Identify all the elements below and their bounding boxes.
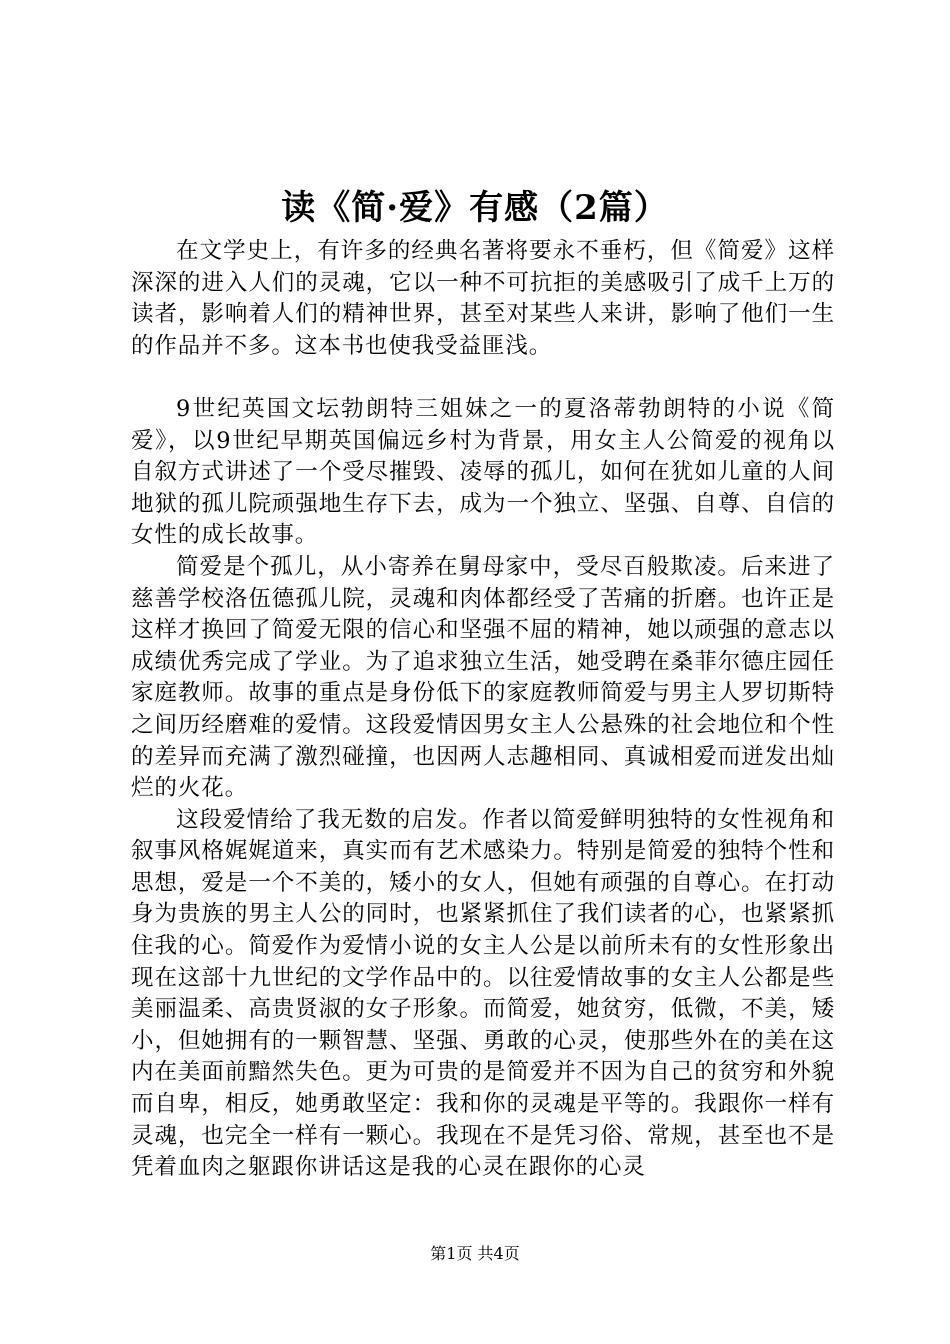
paragraph-plot: 简爱是个孤儿，从小寄养在舅母家中，受尽百般欺凌。后来进了慈善学校洛伍德孤儿院，灵魂和肉体都经受了苦痛的折磨。也许正是这样才换回了简爱无限的信心和坚强不屈的精神，她以顽强的意志以成绩优秀完成了学业。为了追求独立生活，她受聘在桑菲尔德庄园任家庭教师。故事的重点是身份低下的家庭教师简爱与男主人罗切斯特之间历经磨难的爱情。这段爱情因男女主人公悬殊的社会地位和个性的差异而充满了激烈碰撞，也因两人志趣相同、真诚相爱而迸发出灿烂的火花。 [131, 553, 835, 802]
paragraph-background: 9世纪英国文坛勃朗特三姐妹之一的夏洛蒂勃朗特的小说《简爱》，以9世纪早期英国偏远乡村为背景，用女主人公简爱的视角以自叙方式讲述了一个受尽摧毁、凌辱的孤儿，如何在犹如儿童的人间地狱的孤儿院顽强地生存下去，成为一个独立、坚强、自尊、自信的女性的成长故事。 [131, 395, 835, 549]
paragraph-reflection: 这段爱情给了我无数的启发。作者以简爱鲜明独特的女性视角和叙事风格娓娓道来，真实而有艺术感染力。特别是简爱的独特个性和思想，爱是一个不美的，矮小的女人，但她有顽强的自尊心。在打动身为贵族的男主人公的同时，也紧紧抓住了我们读者的心，也紧紧抓住我的心。简爱作为爱情小说的女主人公是以前所未有的女性形象出现在这部十九世纪的文学作品中的。以往爱情故事的女主人公都是些美丽温柔、高贵贤淑的女子形象。而简爱，她贫穷，低微，不美，矮小，但她拥有的一颗智慧、坚强、勇敢的心灵，使那些外在的美在这内在美面前黯然失色。更为可贵的是简爱并不因为自己的贫穷和外貌而自卑，相反，她勇敢坚定：我和你的灵魂是平等的。我跟你一样有灵魂，也完全一样有一颗心。我现在不是凭习俗、常规，甚至也不是凭着血肉之躯跟你讲话这是我的心灵在跟你的心灵 [131, 806, 835, 1181]
page-footer: 第1页 共4页 [430, 1244, 520, 1263]
document-title: 读《简·爱》有感（2篇） [281, 188, 669, 228]
document-body [131, 236, 835, 1184]
paragraph-intro: 在文学史上，有许多的经典名著将要永不垂朽，但《简爱》这样深深的进入人们的灵魂，它以一种不可抗拒的美感吸引了成千上万的读者，影响着人们的精神世界，甚至对某些人来讲，影响了他们一生的作品并不多。这本书也使我受益匪浅。 [131, 238, 835, 359]
paragraph-spacer [131, 362, 835, 394]
